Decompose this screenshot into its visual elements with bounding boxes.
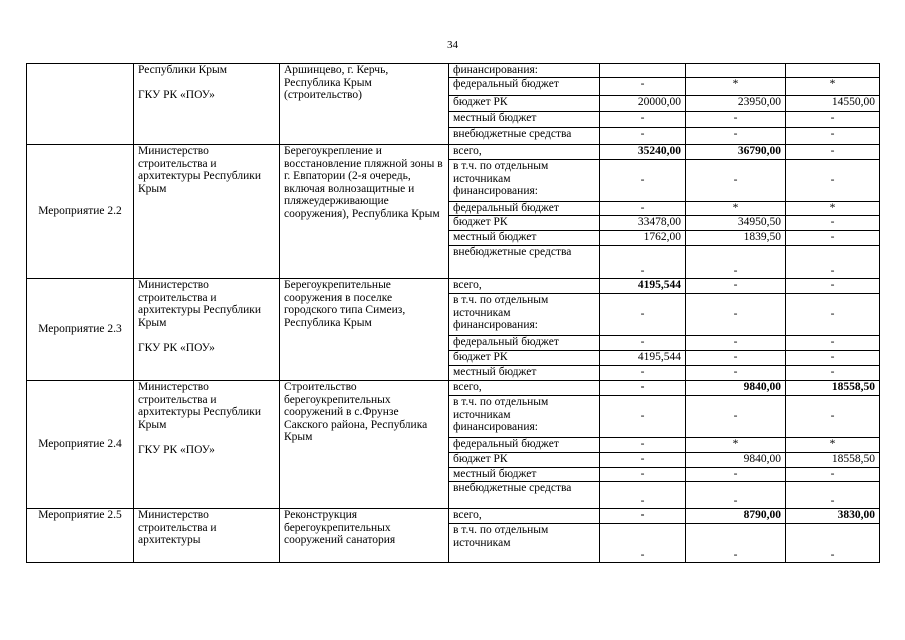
funding-source: внебюджетные средства	[449, 128, 600, 145]
funding-source: местный бюджет	[449, 231, 600, 246]
funding-source: местный бюджет	[449, 468, 600, 482]
funding-source: бюджет РК	[449, 96, 600, 112]
value-cell: -	[600, 128, 686, 145]
value-cell: -	[600, 482, 686, 509]
value-cell: 9840,00	[686, 453, 786, 468]
value-cell: 23950,00	[686, 96, 786, 112]
value-cell: -	[786, 336, 880, 351]
funding-source: всего,	[449, 145, 600, 160]
value-cell: -	[786, 294, 880, 336]
value-cell: -	[686, 160, 786, 202]
funding-source: местный бюджет	[449, 366, 600, 381]
value-cell: -	[786, 366, 880, 381]
value-cell: *	[786, 78, 880, 96]
value-cell: 34950,50	[686, 216, 786, 231]
value-cell: -	[786, 351, 880, 366]
value-cell: -	[786, 246, 880, 279]
executor-text: Республики Крым	[138, 64, 227, 76]
value-cell: -	[600, 509, 686, 524]
value-cell: -	[686, 468, 786, 482]
value-cell: -	[686, 351, 786, 366]
funding-source: финансирования:	[449, 64, 600, 78]
object-cell: Реконструкция берегоукрепительных сооружений санатория	[280, 509, 449, 563]
value-cell: 1839,50	[686, 231, 786, 246]
value-cell: -	[786, 231, 880, 246]
object-cell: Берегоукрепительные сооружения в поселке городского типа Симеиз, Республика Крым	[280, 279, 449, 381]
object-cell: Берегоукрепление и восстановление пляжной зоны в г. Евпатории (2-я очередь, включая волнозащитные и пляжеудерживающие сооружения), Республика Крым	[280, 145, 449, 279]
value-cell: -	[786, 468, 880, 482]
measure-cell: Мероприятие 2.5	[27, 509, 134, 563]
table-row	[27, 279, 880, 294]
value-cell: -	[600, 112, 686, 128]
value-cell: 4195,544	[600, 351, 686, 366]
value-cell: 18558,50	[786, 381, 880, 396]
executor-text: Министерство строительства и архитектуры Республики Крым	[138, 381, 261, 431]
value-cell: -	[686, 112, 786, 128]
funding-source: в т.ч. по отдельным источникам	[449, 524, 600, 563]
value-cell: -	[686, 396, 786, 438]
executor-cell: Министерство строительства и архитектуры	[134, 509, 280, 563]
funding-source: внебюджетные средства	[449, 246, 600, 279]
table-row	[27, 509, 880, 524]
funding-source: всего,	[449, 279, 600, 294]
value-cell: -	[786, 128, 880, 145]
value-cell: -	[600, 396, 686, 438]
value-cell: -	[600, 468, 686, 482]
funding-source: в т.ч. по отдельным источникам финансирования:	[449, 396, 600, 438]
value-cell: -	[600, 246, 686, 279]
executor-cell	[134, 64, 280, 145]
table-row	[27, 381, 880, 396]
value-cell: -	[600, 160, 686, 202]
funding-source: в т.ч. по отдельным источникам финансирования:	[449, 294, 600, 336]
value-cell: -	[786, 160, 880, 202]
executor-text: ГКУ РК «ПОУ»	[138, 89, 215, 102]
value-cell: *	[686, 78, 786, 96]
value-cell: 33478,00	[600, 216, 686, 231]
value-cell: -	[786, 524, 880, 563]
funding-source: бюджет РК	[449, 351, 600, 366]
value-cell: -	[600, 336, 686, 351]
funding-source: федеральный бюджет	[449, 202, 600, 216]
value-cell: 4195,544	[600, 279, 686, 294]
table-row	[27, 145, 880, 160]
table-row	[27, 64, 880, 78]
value-cell: -	[686, 294, 786, 336]
value-cell: -	[600, 202, 686, 216]
funding-source: всего,	[449, 509, 600, 524]
page-number: 34	[447, 39, 458, 51]
executor-cell	[134, 279, 280, 381]
value-cell: *	[786, 202, 880, 216]
funding-source: федеральный бюджет	[449, 336, 600, 351]
funding-source: бюджет РК	[449, 216, 600, 231]
value-cell: -	[686, 279, 786, 294]
object-cell: Аршинцево, г. Керчь, Республика Крым (строительство)	[280, 64, 449, 145]
value-cell: -	[600, 524, 686, 563]
value-cell: 8790,00	[686, 509, 786, 524]
value-cell: 9840,00	[686, 381, 786, 396]
value-cell: -	[686, 366, 786, 381]
value-cell: *	[686, 438, 786, 453]
value-cell: -	[686, 524, 786, 563]
value-cell: -	[686, 128, 786, 145]
funding-source: местный бюджет	[449, 112, 600, 128]
executor-text: ГКУ РК «ПОУ»	[138, 341, 215, 354]
measure-cell: Мероприятие 2.4	[27, 381, 134, 509]
value-cell	[686, 64, 786, 78]
value-cell: 18558,50	[786, 453, 880, 468]
object-cell: Строительство берегоукрепительных сооружений в с.Фрунзе Сакского района, Республика Крым	[280, 381, 449, 509]
value-cell: *	[686, 202, 786, 216]
value-cell: -	[600, 438, 686, 453]
funding-source: в т.ч. по отдельным источникам финансирования:	[449, 160, 600, 202]
value-cell: -	[686, 336, 786, 351]
value-cell: -	[600, 294, 686, 336]
funding-table	[26, 63, 880, 563]
value-cell: -	[786, 216, 880, 231]
value-cell: -	[600, 366, 686, 381]
funding-source: федеральный бюджет	[449, 78, 600, 96]
value-cell: -	[600, 453, 686, 468]
measure-cell: Мероприятие 2.3	[27, 279, 134, 381]
funding-source: всего,	[449, 381, 600, 396]
executor-text: ГКУ РК «ПОУ»	[138, 443, 215, 456]
value-cell: *	[786, 438, 880, 453]
measure-cell	[27, 64, 134, 145]
value-cell: -	[786, 112, 880, 128]
value-cell: -	[686, 246, 786, 279]
value-cell: -	[600, 381, 686, 396]
executor-text: Министерство строительства и архитектуры Республики Крым	[138, 279, 261, 329]
value-cell: -	[786, 482, 880, 509]
funding-source: бюджет РК	[449, 453, 600, 468]
value-cell: -	[600, 78, 686, 96]
value-cell: 20000,00	[600, 96, 686, 112]
value-cell: -	[686, 482, 786, 509]
measure-cell: Мероприятие 2.2	[27, 145, 134, 279]
executor-cell	[134, 381, 280, 509]
value-cell: 36790,00	[686, 145, 786, 160]
value-cell: -	[786, 279, 880, 294]
executor-cell: Министерство строительства и архитектуры Республики Крым	[134, 145, 280, 279]
value-cell	[786, 64, 880, 78]
value-cell: 35240,00	[600, 145, 686, 160]
value-cell	[600, 64, 686, 78]
value-cell: 3830,00	[786, 509, 880, 524]
funding-source: внебюджетные средства	[449, 482, 600, 509]
funding-source: федеральный бюджет	[449, 438, 600, 453]
value-cell: -	[786, 145, 880, 160]
value-cell: -	[786, 396, 880, 438]
value-cell: 1762,00	[600, 231, 686, 246]
value-cell: 14550,00	[786, 96, 880, 112]
